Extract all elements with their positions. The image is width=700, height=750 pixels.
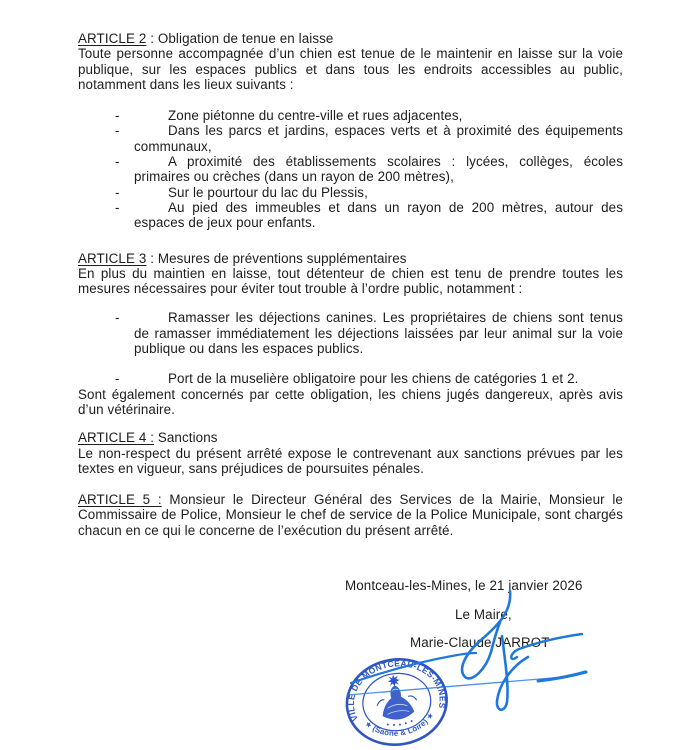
coat-of-arms-icon [373, 672, 420, 728]
article-4-heading [78, 430, 623, 445]
bullet-dash-icon: - [115, 199, 120, 215]
article-4-title: Sanctions [154, 430, 218, 446]
article-3-title: : Mesures de préventions supplémentaires [146, 250, 407, 266]
bullet-dash-icon: - [115, 154, 120, 170]
municipal-stamp [338, 650, 456, 750]
list-item-text: Zone piétonne du centre-ville et rues adjacentes, [168, 108, 463, 124]
list-item [78, 371, 623, 386]
article-5-number: ARTICLE 5 : [78, 492, 162, 508]
decree-body [78, 31, 623, 650]
list-item-text: Sur le pourtour du lac du Plessis, [168, 184, 368, 200]
bullet-dash-icon: - [115, 123, 120, 139]
list-item [78, 108, 623, 123]
stamp-ring-text: VILLE DE MONTCEAU-LES-MINES [345, 658, 448, 723]
article-3-number: ARTICLE 3 [78, 250, 147, 266]
article-5-text: Monsieur le Directeur Général des Services de la Mairie, Monsieur le Commissaire de Police, Monsieur le chef de service de la Police Municipale, sont chargés chacun en ce qui le concerne de l’exécution du présent arrêté. [78, 492, 623, 538]
list-item-text: Au pied des immeubles et dans un rayon de 200 mètres, autour des espaces de jeux pour enfants. [134, 199, 623, 231]
place-date-line: Montceau-les-Mines, le 21 janvier 2026 [345, 578, 583, 594]
signatory-name: Marie-Claude JARROT [410, 634, 550, 650]
list-item-text: A proximité des établissements scolaires : lycées, collèges, écoles primaires ou crèches (dans un rayon de 200 mètres), [134, 154, 623, 185]
list-item [78, 154, 623, 185]
bullet-dash-icon: - [115, 310, 120, 326]
bullet-dash-icon: - [115, 108, 120, 124]
article-5-paragraph [78, 492, 623, 538]
article-2-paragraph: Toute personne accompagnée d’un chien est tenue de le maintenir en laisse sur la voie publique, sur les espaces publics et dans tous les endroits accessibles au public, notamment dans les lieux suivants : [78, 46, 623, 92]
bullet-dash-icon: - [115, 371, 120, 387]
signatory-title: Le Maire, [455, 607, 512, 623]
article-2-title: : Obligation de tenue en laisse [146, 31, 334, 46]
article-2-heading [78, 31, 623, 46]
bullet-dash-icon: - [115, 184, 120, 200]
article-3-note: Sont également concernés par cette obligation, les chiens jugés dangereux, après avis d’un vétérinaire. [78, 386, 623, 417]
list-item-text: Ramasser les déjections canines. Les propriétaires de chiens sont tenus de ramasser immédiatement les déjections laissées par leur animal sur la voie publique ou dans les espaces publics. [134, 310, 623, 357]
article-4-paragraph: Le non-respect du présent arrêté expose le contrevenant aux sanctions prévues par les textes en vigueur, sans préjudices de poursuites pénales. [78, 445, 623, 476]
article-2-number: ARTICLE 2 [78, 31, 147, 46]
list-item [78, 310, 623, 356]
list-item [78, 185, 623, 200]
list-item-text: Dans les parcs et jardins, espaces verts et à proximité des équipements communaux, [134, 123, 623, 154]
stamp-bottom-text: ★ (Saône & Loire) ★ [362, 710, 436, 738]
article-3-paragraph: En plus du maintien en laisse, tout détenteur de chien est tenu de prendre toutes les mesures nécessaires pour éviter tout trouble à l’ordre public, notamment : [78, 265, 623, 297]
list-item [78, 200, 623, 231]
article-4-number: ARTICLE 4 : [78, 430, 155, 446]
list-item-text: Port de la muselière obligatoire pour les chiens de catégories 1 et 2. [168, 371, 579, 387]
list-item [78, 123, 623, 154]
article-3-heading [78, 251, 623, 266]
